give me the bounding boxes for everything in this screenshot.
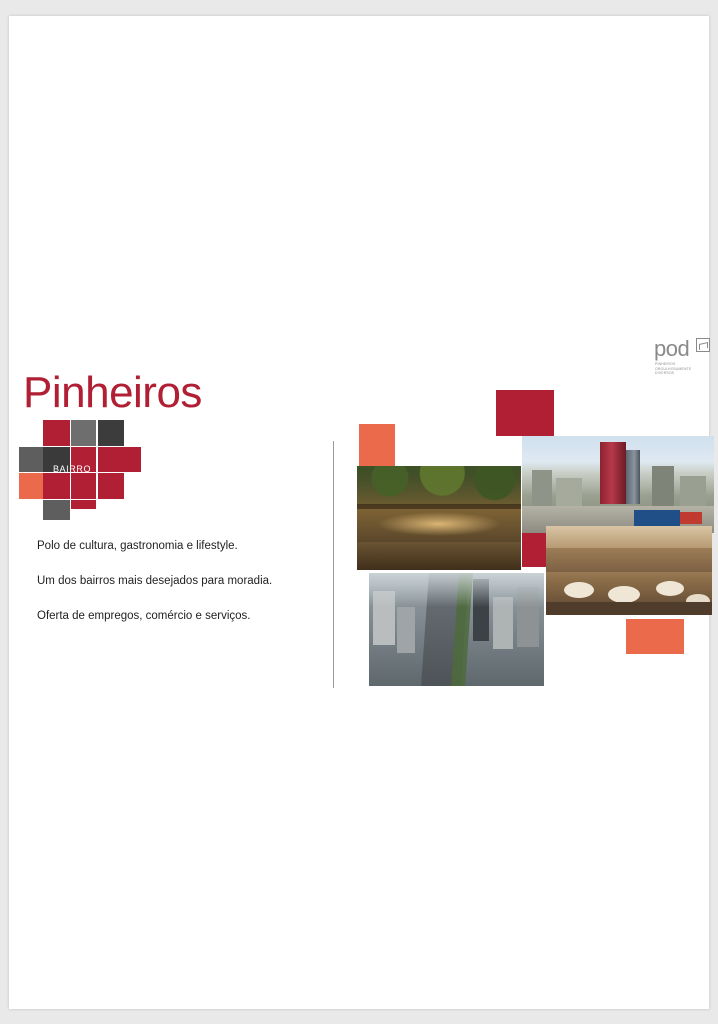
dining-room-photo bbox=[546, 526, 712, 615]
page-title: Pinheiros bbox=[23, 368, 202, 418]
list-item: Oferta de empregos, comércio e serviços. bbox=[37, 609, 251, 622]
image-collage bbox=[9, 16, 718, 1024]
city-skyline-photo bbox=[522, 436, 714, 533]
decorative-square-red bbox=[496, 390, 554, 436]
aerial-avenue-photo bbox=[369, 573, 544, 686]
badge-label: BAIRRO bbox=[52, 464, 92, 474]
decorative-square-orange bbox=[359, 424, 395, 472]
logo-tagline: PINHEIROS ORGULHOSAMENTE DIVERSOS bbox=[655, 362, 692, 376]
restaurant-greenery-photo bbox=[357, 466, 521, 570]
logo-wordmark: pod bbox=[654, 336, 690, 361]
list-item: Polo de cultura, gastronomia e lifestyle. bbox=[37, 540, 238, 552]
decorative-square-orange bbox=[626, 619, 684, 654]
slide-sheet bbox=[9, 16, 709, 1009]
list-item: Um dos bairros mais desejados para moradia. bbox=[37, 574, 273, 587]
